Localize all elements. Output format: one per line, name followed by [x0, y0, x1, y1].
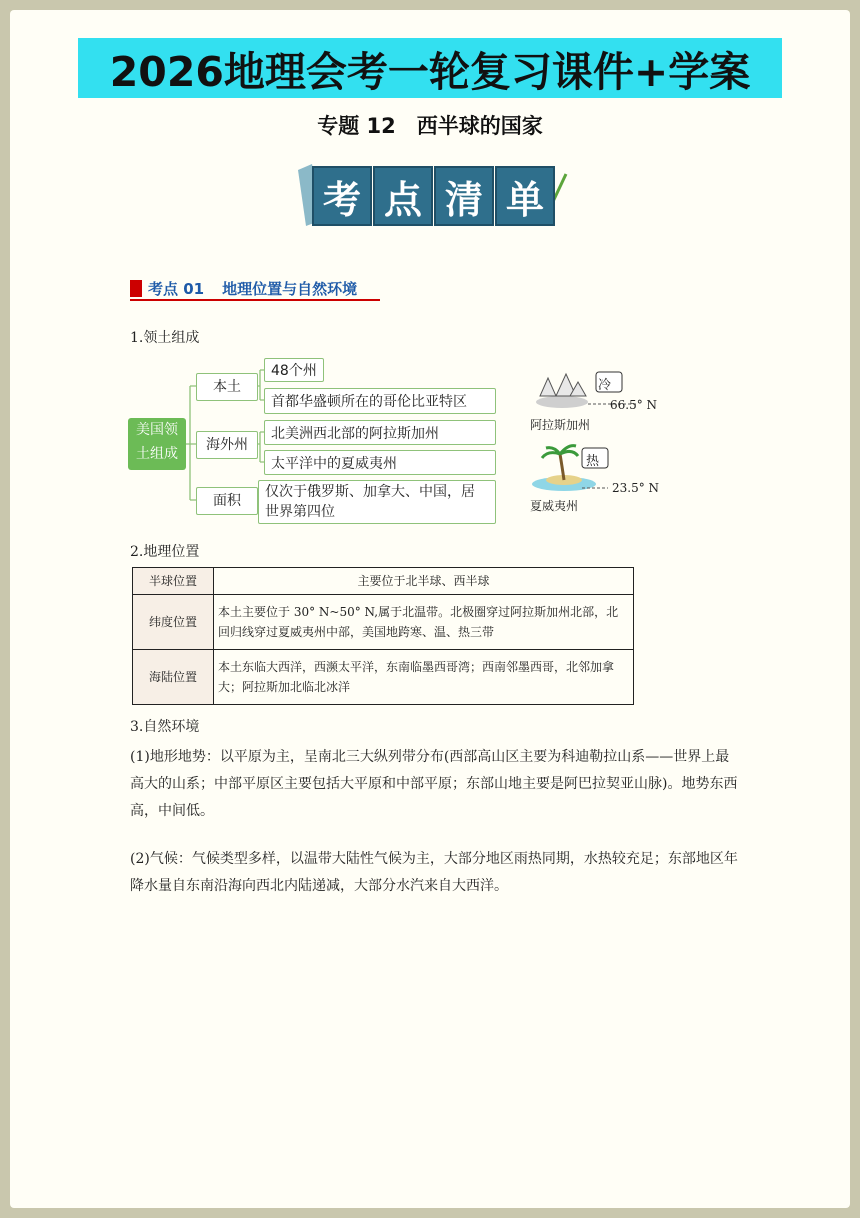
- mindmap-root: [128, 418, 186, 470]
- mindmap-leaf: 首都华盛顿所在的哥伦比亚特区: [264, 388, 496, 414]
- mindmap-leaf: 48个州: [264, 358, 324, 382]
- table-key: 纬度位置: [133, 595, 214, 650]
- location-table: [132, 567, 634, 705]
- table-row: [133, 595, 634, 650]
- mindmap-root-line1: 美国领: [136, 422, 178, 438]
- table-value: 主要位于北半球、西半球: [214, 568, 634, 595]
- area-line1: 仅次于俄罗斯、加拿大、中国，居: [265, 484, 475, 500]
- section-underline: [130, 299, 380, 301]
- mindmap-branch-mainland: 本土: [196, 373, 258, 401]
- red-square-icon: [130, 280, 142, 297]
- table-value: 本土东临大西洋，西濒太平洋，东南临墨西哥湾；西南邻墨西哥，北邻加拿大；阿拉斯加北临北冰洋: [214, 650, 634, 705]
- table-row: [133, 568, 634, 595]
- mindmap-branch-area: 面积: [196, 487, 258, 515]
- title-banner: [78, 38, 782, 98]
- section-title: 地理位置与自然环境: [222, 280, 358, 298]
- alaska-label: 阿拉斯加州: [530, 418, 591, 432]
- logo-char-3: 清: [434, 166, 494, 226]
- hawaii-latitude: 23.5° N: [612, 481, 660, 495]
- mindmap-leaf-area: [258, 480, 496, 524]
- kaodian-qingdan-logo: [298, 160, 568, 230]
- heading-location: 2.地理位置: [130, 544, 200, 560]
- mindmap-branch-overseas: 海外州: [196, 431, 258, 459]
- paragraph-terrain: (1)地形地势：以平原为主，呈南北三大纵列带分布(西部高山区主要为科迪勒拉山系——世界上最高大的山系；中部平原区主要包括大平原和中部平原；东部山地主要是阿巴拉契亚山脉)。地势东西高，中间低。: [130, 749, 738, 819]
- heading-territory: 1.领土组成: [130, 330, 200, 346]
- section-heading: [130, 278, 357, 299]
- section-label: 考点 01: [148, 280, 205, 298]
- banner-title: 2026地理会考一轮复习课件+学案: [109, 47, 751, 96]
- alaska-latitude: 66.5° N: [610, 398, 658, 412]
- area-line2: 世界第四位: [265, 504, 335, 520]
- table-key: 半球位置: [133, 568, 214, 595]
- logo-char-1: 考: [312, 166, 372, 226]
- table-key: 海陆位置: [133, 650, 214, 705]
- mindmap-leaf: 北美洲西北部的阿拉斯加州: [264, 420, 496, 445]
- table-row: [133, 650, 634, 705]
- heading-natural-env: 3.自然环境: [130, 719, 200, 735]
- hawaii-label: 夏威夷州: [530, 499, 579, 513]
- logo-char-2: 点: [373, 166, 433, 226]
- hawaii-badge: 热: [586, 454, 600, 469]
- topic-subtitle: 专题 12 西半球的国家: [317, 114, 543, 138]
- logo-char-4: 单: [495, 166, 555, 226]
- paragraph-climate: (2)气候：气候类型多样，以温带大陆性气候为主，大部分地区雨热同期，水热较充足；东部地区年降水量自东南沿海向西北内陆递减，大部分水汽来自大西洋。: [130, 851, 738, 894]
- alaska-badge: 冷: [598, 378, 612, 393]
- table-value: 本土主要位于 30° N~50° N,属于北温带。北极圈穿过阿拉斯加州北部，北回归线穿过夏威夷州中部，美国地跨寒、温、热三带: [214, 595, 634, 650]
- mindmap-root-line2: 土组成: [136, 446, 178, 462]
- mindmap-leaf: 太平洋中的夏威夷州: [264, 450, 496, 475]
